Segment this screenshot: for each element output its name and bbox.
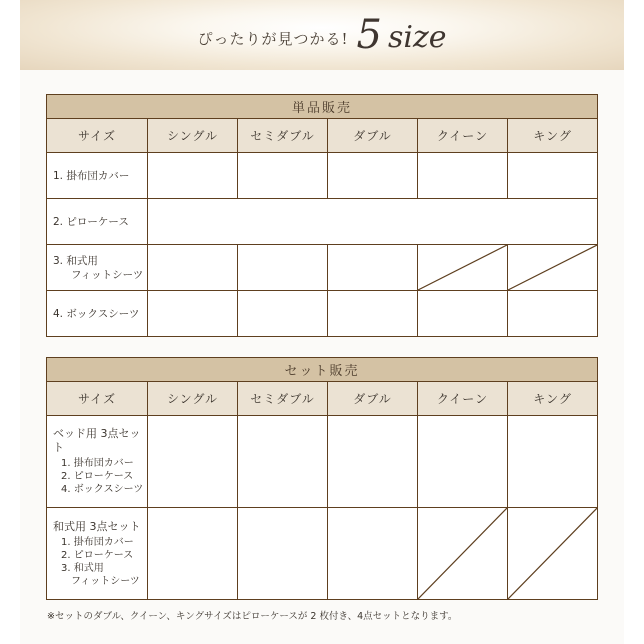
col-queen: クイーン (418, 119, 508, 153)
single-sale-table (46, 94, 597, 337)
table-cell (508, 153, 598, 199)
table-cell (328, 508, 418, 600)
header (0, 0, 644, 70)
table-cell (418, 291, 508, 337)
table-row (47, 199, 598, 245)
set-item: 4. ボックスシーツ (61, 484, 144, 495)
row-label-box-sheet: 4. ボックスシーツ (47, 291, 148, 337)
set-item: 2. ピローケース (61, 549, 134, 561)
table-cell (148, 153, 238, 199)
unavailable-slash (508, 508, 597, 599)
table-cell (328, 153, 418, 199)
table-cell (148, 508, 238, 600)
table-cell (418, 153, 508, 199)
col-queen: クイーン (418, 382, 508, 416)
row-label-line1: 3. 和式用 (53, 254, 98, 267)
set-item: 3. 和式用 (61, 562, 104, 574)
set-name: ベッド用 3点セット (53, 427, 141, 454)
row-label-japanese-set (47, 508, 148, 600)
header-number: 5 (356, 12, 382, 58)
set-item: 2. ピローケース (61, 471, 134, 482)
col-double: ダブル (328, 119, 418, 153)
set-item: 1. 掛布団カバー (61, 458, 134, 469)
table-cell-unavailable (418, 508, 508, 600)
col-size: サイズ (47, 382, 148, 416)
col-semi-double: セミダブル (238, 119, 328, 153)
table-cell-unavailable (418, 245, 508, 291)
set-sale-table (46, 357, 597, 600)
col-king: キング (508, 382, 598, 416)
single-table-title: 単品販売 (47, 95, 598, 119)
table-cell (328, 416, 418, 508)
col-semi-double: セミダブル (238, 382, 328, 416)
table-cell (238, 153, 328, 199)
table-row (47, 416, 598, 508)
table-row (47, 508, 598, 600)
row-label-pillow-case: 2. ピローケース (47, 199, 148, 245)
table-cell-merged (148, 199, 598, 245)
table-cell (328, 291, 418, 337)
table-cell-unavailable (508, 245, 598, 291)
table-row (47, 291, 598, 337)
table-cell (238, 508, 328, 600)
row-label-line2: フィットシーツ (71, 268, 144, 281)
set-item: 1. 掛布団カバー (61, 536, 134, 548)
unavailable-slash (418, 245, 507, 290)
header-tagline: ぴったりが見つかる! (197, 29, 349, 48)
table-cell (418, 416, 508, 508)
table-cell (238, 291, 328, 337)
table-cell-unavailable (508, 508, 598, 600)
table-cell (148, 245, 238, 291)
table-cell (328, 245, 418, 291)
header-word: size (387, 20, 447, 55)
unavailable-slash (418, 508, 507, 599)
table-cell (508, 291, 598, 337)
col-size: サイズ (47, 119, 148, 153)
col-king: キング (508, 119, 598, 153)
table-cell (148, 416, 238, 508)
set-item-extra: フィットシーツ (71, 575, 140, 587)
set-name: 和式用 3点セット (53, 519, 141, 533)
table-row (47, 245, 598, 291)
table-cell (148, 291, 238, 337)
footnote: ※セットのダブル、クイーン、キングサイズはピローケースが 2 枚付き、4点セットとなります。 (47, 611, 458, 622)
unavailable-slash (508, 245, 597, 290)
row-label-bed-set (47, 416, 148, 508)
row-label-duvet-cover: 1. 掛布団カバー (47, 153, 148, 199)
table-row (47, 153, 598, 199)
table-cell (238, 245, 328, 291)
table-cell (508, 416, 598, 508)
table-cell (238, 416, 328, 508)
row-label-fitted-sheet (47, 245, 148, 291)
col-double: ダブル (328, 382, 418, 416)
col-single: シングル (148, 382, 238, 416)
set-table-title: セット販売 (47, 358, 598, 382)
col-single: シングル (148, 119, 238, 153)
